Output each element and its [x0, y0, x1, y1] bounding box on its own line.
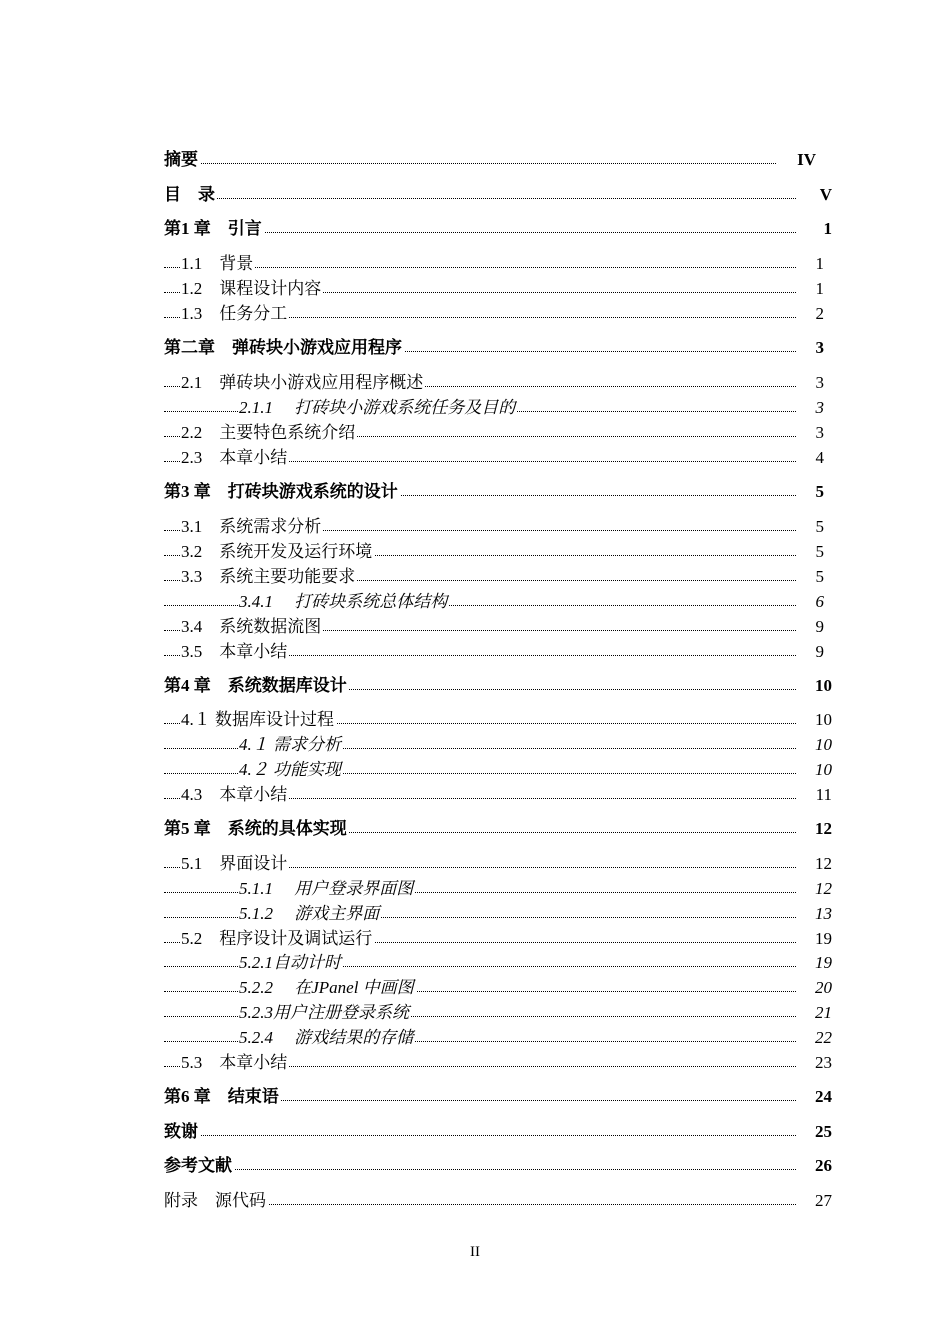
toc-entry-page: 5 — [815, 517, 824, 536]
toc-entry-label: 3.5 本章小结 — [181, 640, 289, 664]
toc-entry-section[interactable] — [0, 1051, 950, 1075]
toc-entry-page: 12 — [815, 854, 832, 873]
toc-entry-label: 附录 源代码 — [164, 1189, 268, 1213]
toc-entry-page: 3 — [815, 338, 824, 357]
toc-entry-section[interactable] — [0, 421, 950, 445]
toc-entry-page: 3 — [815, 423, 824, 442]
toc-entry-label: 4.２ 功能实现 — [239, 758, 343, 782]
toc-entry-page: 26 — [815, 1156, 832, 1175]
toc-entry-label: 5.2 程序设计及调试运行 — [181, 927, 374, 951]
toc-entry-page: IV — [797, 150, 816, 169]
toc-leader-dots — [164, 1135, 796, 1136]
toc-entry-section[interactable] — [0, 515, 950, 539]
toc-entry-page: 10 — [815, 735, 832, 754]
toc-entry-page: 13 — [815, 904, 832, 923]
toc-entry-label: 目 录 — [164, 183, 217, 207]
toc-entry-label: 3.2 系统开发及运行环境 — [181, 540, 374, 564]
toc-entry-chapter-3[interactable] — [0, 480, 950, 504]
toc-entry-subsection[interactable] — [0, 733, 950, 757]
toc-entry-section[interactable] — [0, 540, 950, 564]
toc-entry-page: 20 — [815, 978, 832, 997]
toc-entry-page: 10 — [815, 710, 832, 729]
toc-entry-page: 19 — [815, 929, 832, 948]
toc-entry-page: 12 — [815, 819, 832, 838]
toc-entry-page: 1 — [815, 254, 824, 273]
toc-entry-chapter-2[interactable] — [0, 336, 950, 360]
toc-entry-section[interactable] — [0, 852, 950, 876]
toc-entry-page: 5 — [815, 482, 824, 501]
toc-leader-dots — [164, 198, 796, 199]
toc-entry-label: 第3 章 打砖块游戏系统的设计 — [164, 480, 400, 504]
toc-entry-subsection[interactable] — [0, 758, 950, 782]
toc-entry-label: 1.1 背景 — [181, 252, 255, 276]
toc-entry-label: 3.4 系统数据流图 — [181, 615, 323, 639]
toc-entry-subsection[interactable] — [0, 396, 950, 420]
toc-entry-page: V — [819, 185, 832, 204]
toc-entry-page: 2 — [815, 304, 824, 323]
toc-entry-label: 3.1 系统需求分析 — [181, 515, 323, 539]
toc-entry-label: 2.2 主要特色系统介绍 — [181, 421, 357, 445]
toc-entry-references[interactable] — [0, 1154, 950, 1178]
toc-entry-label: 致谢 — [164, 1120, 200, 1144]
toc-entry-page: 24 — [815, 1087, 832, 1106]
toc-entry-page: 25 — [815, 1122, 832, 1141]
toc-entry-label: 第1 章 引言 — [164, 217, 264, 241]
toc-entry-page: 23 — [815, 1053, 832, 1072]
toc-entry-label: 3.3 系统主要功能要求 — [181, 565, 357, 589]
toc-entry-label: 2.3 本章小结 — [181, 446, 289, 470]
toc-entry-section[interactable] — [0, 302, 950, 326]
toc-entry-label: 4.１ 需求分析 — [239, 733, 343, 757]
toc-entry-label: 5.1 界面设计 — [181, 852, 289, 876]
toc-entry-label: 第4 章 系统数据库设计 — [164, 674, 349, 698]
toc-entry-label: 2.1 弹砖块小游戏应用程序概述 — [181, 371, 425, 395]
toc-entry-label: 4.１ 数据库设计过程 — [181, 708, 336, 732]
toc-entry-label: 第二章 弹砖块小游戏应用程序 — [164, 336, 404, 360]
toc-entry-appendix[interactable] — [0, 1189, 950, 1213]
toc-entry-subsection[interactable] — [0, 1001, 950, 1025]
toc-entry-label: 5.2.2 在JPanel 中画图 — [239, 976, 416, 1000]
toc-entry-page: 9 — [815, 642, 824, 661]
page-number: II — [470, 1244, 480, 1260]
toc-entry-subsection[interactable] — [0, 902, 950, 926]
toc-entry-page: 4 — [815, 448, 824, 467]
toc-entry-label: 第6 章 结束语 — [164, 1085, 281, 1109]
toc-entry-page: 11 — [815, 785, 832, 804]
toc-entry-page: 10 — [815, 760, 832, 779]
toc-entry-page: 1 — [815, 279, 824, 298]
toc-entry-page: 5 — [815, 542, 824, 561]
toc-entry-chapter-1[interactable] — [0, 217, 950, 241]
toc-entry-label: 4.3 本章小结 — [181, 783, 289, 807]
toc-entry-acknowledgements[interactable] — [0, 1120, 950, 1144]
toc-entry-page: 3 — [815, 373, 824, 392]
toc-entry-section[interactable] — [0, 927, 950, 951]
toc-entry-section[interactable] — [0, 252, 950, 276]
toc-entry-label: 5.2.3用户注册登录系统 — [239, 1001, 411, 1025]
toc-entry-label: 1.2 课程设计内容 — [181, 277, 323, 301]
toc-entry-section[interactable] — [0, 783, 950, 807]
toc-entry-page: 22 — [815, 1028, 832, 1047]
toc-entry-page: 5 — [815, 567, 824, 586]
toc-entry-label: 5.2.1自动计时 — [239, 951, 343, 975]
toc-entry-label: 参考文献 — [164, 1154, 234, 1178]
toc-entry-subsection[interactable] — [0, 590, 950, 614]
toc-entry-label: 3.4.1 打砖块系统总体结构 — [239, 590, 449, 614]
toc-entry-label: 5.1.1 用户登录界面图 — [239, 877, 415, 901]
toc-entry-section[interactable] — [0, 708, 950, 732]
toc-entry-label: 第5 章 系统的具体实现 — [164, 817, 349, 841]
toc-entry-chapter-4[interactable] — [0, 674, 950, 698]
toc-entry-abstract[interactable] — [0, 148, 950, 172]
toc-leader-dots — [164, 163, 776, 164]
toc-entry-section[interactable] — [0, 371, 950, 395]
toc-leader-dots — [164, 267, 796, 268]
toc-entry-page: 3 — [815, 398, 824, 417]
toc-entry-subsection[interactable] — [0, 877, 950, 901]
toc-entry-section[interactable] — [0, 277, 950, 301]
toc-entry-subsection[interactable] — [0, 951, 950, 975]
toc-entry-subsection[interactable] — [0, 976, 950, 1000]
toc-entry-contents[interactable] — [0, 183, 950, 207]
toc-entry-subsection[interactable] — [0, 1026, 950, 1050]
toc-entry-page: 6 — [815, 592, 824, 611]
toc-entry-label: 5.2.4 游戏结果的存储 — [239, 1026, 415, 1050]
toc-entry-label: 5.1.2 游戏主界面 — [239, 902, 381, 926]
toc-entry-label: 摘要 — [164, 148, 200, 172]
toc-leader-dots — [164, 1169, 796, 1170]
toc-entry-page: 12 — [815, 879, 832, 898]
toc-entry-page: 9 — [815, 617, 824, 636]
toc-entry-label: 5.3 本章小结 — [181, 1051, 289, 1075]
toc-entry-page: 19 — [815, 953, 832, 972]
toc-entry-page: 10 — [815, 676, 832, 695]
toc-entry-section[interactable] — [0, 446, 950, 470]
toc-entry-page: 1 — [823, 219, 832, 238]
toc-entry-section[interactable] — [0, 640, 950, 664]
toc-entry-page: 21 — [815, 1003, 832, 1022]
toc-entry-label: 2.1.1 打砖块小游戏系统任务及目的 — [239, 396, 517, 420]
toc-entry-section[interactable] — [0, 565, 950, 589]
toc-entry-label: 1.3 任务分工 — [181, 302, 289, 326]
toc-entry-page: 27 — [815, 1191, 832, 1210]
toc-entry-chapter-6[interactable] — [0, 1085, 950, 1109]
toc-entry-chapter-5[interactable] — [0, 817, 950, 841]
toc-entry-section[interactable] — [0, 615, 950, 639]
